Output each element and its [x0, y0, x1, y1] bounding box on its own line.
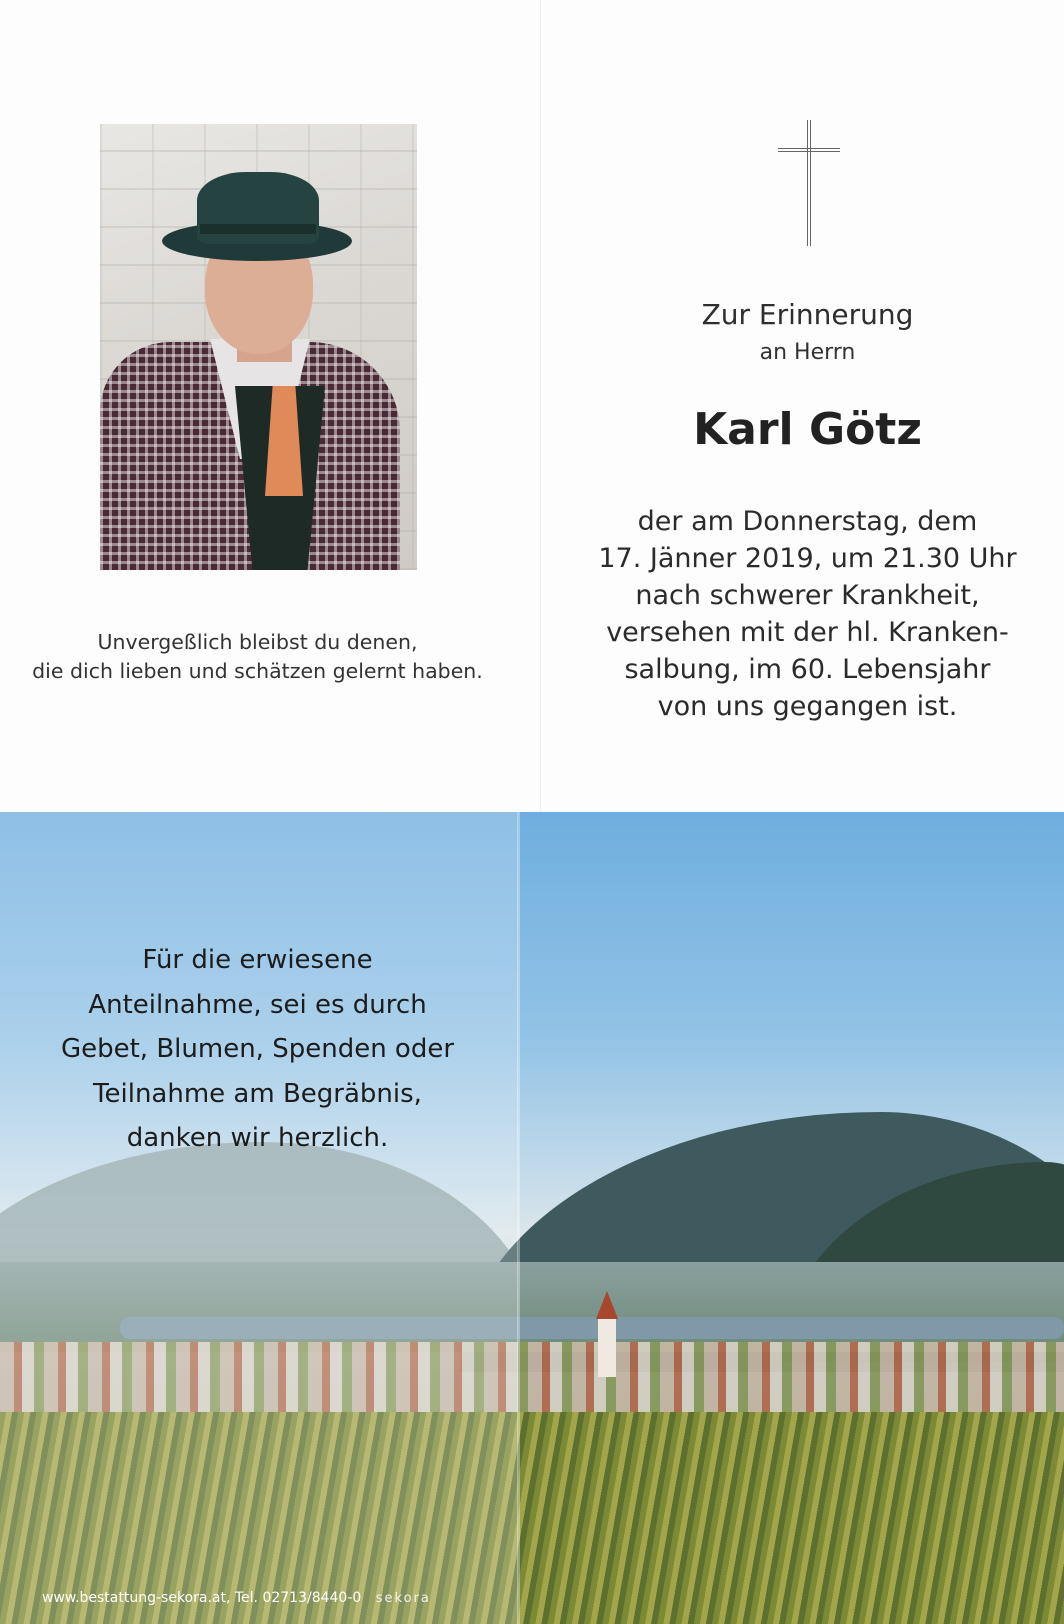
obituary-line: salbung, im 60. Lebensjahr: [624, 654, 991, 685]
saying-line: die dich lieben und schätzen gelernt haben.: [32, 659, 483, 683]
portrait-photo: [100, 124, 417, 570]
obituary-line: nach schwerer Krankheit,: [635, 580, 980, 611]
obituary-text: [580, 503, 1035, 725]
memory-subtitle: an Herrn: [759, 340, 856, 365]
memory-title: Zur Erinnerung: [701, 298, 914, 331]
cross-vertical-bar: [807, 120, 811, 246]
church-tower: [598, 1317, 616, 1377]
hat-band: [200, 224, 316, 234]
thank-you-text: [20, 938, 495, 1161]
fold-line: [540, 0, 541, 812]
memorial-saying: [20, 628, 495, 686]
saying-line: Unvergeßlich bleibst du denen,: [97, 630, 418, 654]
obituary-line: von uns gegangen ist.: [657, 691, 958, 722]
landscape-photo: [0, 812, 1064, 1624]
thanks-line: Teilnahme am Begräbnis,: [93, 1078, 422, 1109]
thanks-line: Für die erwiesene: [142, 945, 373, 975]
obituary-line: der am Donnerstag, dem: [637, 506, 978, 537]
footer-brand: sekora: [375, 1591, 431, 1606]
fold-line: [517, 812, 520, 1624]
cross-horizontal-bar: [778, 148, 840, 152]
thanks-line: danken wir herzlich.: [126, 1123, 389, 1153]
funeral-home-footer: [42, 1590, 431, 1606]
thanks-line: Gebet, Blumen, Spenden oder: [60, 1034, 455, 1064]
obituary-line: versehen mit der hl. Kranken-: [606, 617, 1009, 648]
text-panel-haze: [0, 812, 518, 1624]
footer-contact: www.bestattung-sekora.at, Tel. 02713/8440-0: [42, 1590, 362, 1606]
obituary-line: 17. Jänner 2019, um 21.30 Uhr: [598, 543, 1017, 574]
deceased-name: Karl Götz: [693, 404, 922, 455]
cross-icon: [778, 120, 840, 246]
thanks-line: Anteilnahme, sei es durch: [88, 989, 427, 1020]
